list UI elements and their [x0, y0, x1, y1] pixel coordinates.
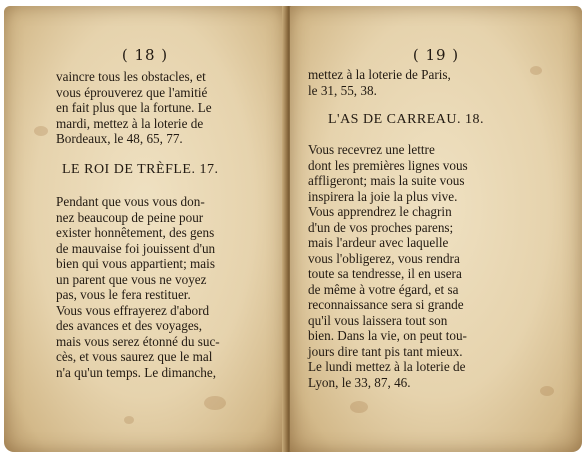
- paragraph: [56, 194, 278, 380]
- text-line: cès, et vous saurez que le mal: [56, 349, 213, 364]
- text-line: en fait plus que la fortune. Le: [56, 100, 212, 115]
- text-line: Vous apprendrez le chagrin: [308, 204, 452, 219]
- foxing-stain: [124, 416, 134, 424]
- text-line: d'un de vos proches parens;: [308, 219, 454, 235]
- text-line: qu'il vous laissera tout son: [308, 312, 448, 328]
- text-line: bien qui vous appartient; mais: [56, 256, 215, 271]
- text-line: un parent que vous ne voyez: [56, 271, 207, 287]
- page-number: ( 18 ): [121, 46, 169, 64]
- section-heading: LE ROI DE TRÈFLE. 17.: [62, 162, 219, 177]
- text-line: mettez à la loterie de Paris,: [308, 67, 451, 82]
- text-line: mais vous serez étonné du suc-: [56, 333, 220, 349]
- text-line: exister honnêtement, des gens: [56, 225, 215, 240]
- text-line: inspirera la joie la plus vive.: [308, 188, 458, 204]
- foxing-stain: [34, 126, 48, 136]
- text-line: vaincre tous les obstacles, et: [56, 69, 206, 84]
- text-line: des avances et des voyages,: [56, 318, 203, 333]
- text-line: Bordeaux, le 48, 65, 77.: [56, 131, 183, 146]
- paragraph-continued: [308, 67, 558, 98]
- text-line: dont les premières lignes vous: [308, 157, 468, 173]
- text-line: toute sa tendresse, il en usera: [308, 266, 462, 281]
- right-page: [290, 6, 582, 452]
- text-line: mardi, mettez à la loterie de: [56, 115, 204, 131]
- page-number: ( 19 ): [412, 46, 460, 64]
- text-line: vous éprouverez que l'amitié: [56, 84, 208, 100]
- text-line: de mauvaise foi jouissent d'un: [56, 240, 216, 256]
- text-line: Vous recevrez une lettre: [308, 142, 435, 157]
- text-line: affligeront; mais la suite vous: [308, 173, 465, 188]
- text-line: pas, vous le fera restituer.: [56, 287, 191, 302]
- text-line: le 31, 55, 38.: [308, 82, 377, 98]
- text-line: Pendant que vous vous don-: [56, 194, 205, 209]
- text-line: vous l'obligerez, vous rendra: [308, 250, 460, 266]
- text-line: n'a qu'un temps. Le dimanche,: [56, 364, 217, 380]
- text-line: bien. Dans la vie, on peut tou-: [308, 328, 467, 343]
- text-line: Le lundi mettez à la loterie de: [308, 359, 466, 374]
- text-line: Vous vous effrayerez d'abord: [56, 302, 210, 318]
- text-line: jours dire tant pis tant mieux.: [308, 343, 463, 359]
- foxing-stain: [204, 396, 226, 410]
- text-line: reconnaissance sera si grande: [308, 297, 464, 312]
- foxing-stain: [350, 401, 368, 413]
- section-heading: L'AS DE CARREAU. 18.: [328, 112, 485, 127]
- text-line: de même à votre égard, et sa: [308, 281, 459, 297]
- paragraph-continued: [56, 69, 278, 147]
- left-page: [4, 6, 286, 452]
- text-line: mais l'ardeur avec laquelle: [308, 235, 449, 250]
- paragraph: [308, 142, 560, 390]
- text-line: nez beaucoup de peine pour: [56, 209, 204, 225]
- text-line: Lyon, le 33, 87, 46.: [308, 374, 411, 390]
